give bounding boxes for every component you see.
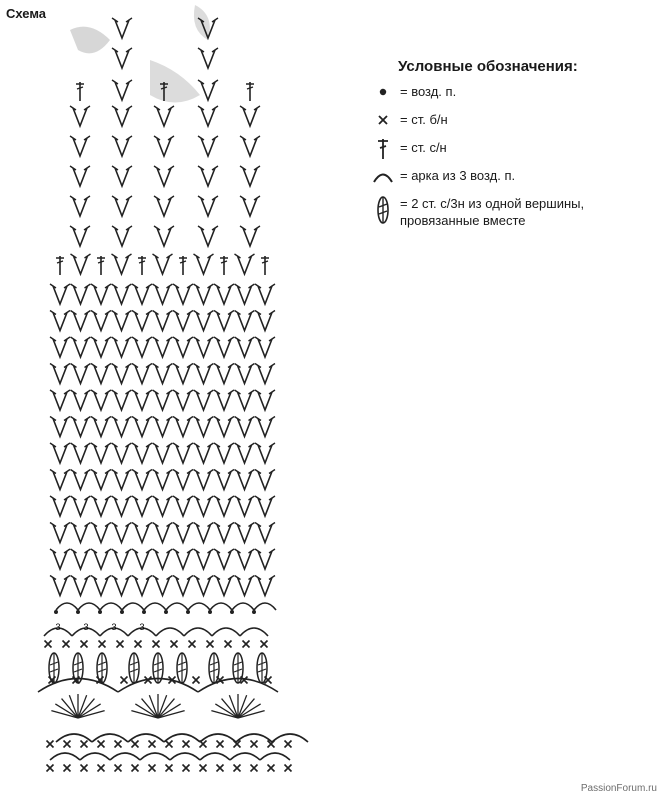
v-stitch	[194, 337, 214, 357]
v-stitch	[214, 496, 234, 516]
arc	[164, 734, 200, 742]
v-stitch	[194, 443, 214, 463]
fan-stitch	[215, 704, 238, 718]
v-stitch	[112, 226, 132, 246]
v-stitch	[235, 549, 255, 569]
fan-stitch	[158, 704, 181, 718]
v-stitch	[132, 284, 152, 304]
legend-item-dc	[372, 139, 662, 167]
arc	[232, 603, 254, 610]
fan-stitch	[238, 704, 261, 718]
sc-stitch	[183, 741, 190, 748]
v-stitch	[153, 443, 173, 463]
v-stitch	[112, 196, 132, 216]
v-stitch	[198, 226, 218, 246]
v-stitch	[154, 226, 174, 246]
chain-dot	[252, 610, 256, 614]
chart-title: Схема	[6, 6, 47, 21]
v-stitch	[194, 470, 214, 490]
v-stitch	[235, 254, 255, 274]
legend-item-cluster	[372, 195, 662, 239]
v-stitch	[235, 470, 255, 490]
v-stitch	[71, 496, 91, 516]
v-stitch	[70, 106, 90, 126]
scalloped-border	[38, 603, 308, 772]
legend-item-label: = ст. с/н	[400, 140, 447, 155]
dc-stitch	[246, 82, 254, 101]
v-stitch	[132, 496, 152, 516]
sc-stitch	[261, 641, 268, 648]
dc-stitch	[138, 256, 146, 275]
v-stitch	[255, 523, 275, 543]
arc	[210, 603, 232, 610]
v-stitch	[173, 284, 193, 304]
arc-label: 3	[111, 622, 117, 632]
sc-stitch	[189, 641, 196, 648]
v-stitch	[153, 390, 173, 410]
arc-label: 3	[55, 622, 61, 632]
arc	[128, 734, 164, 742]
sc-stitch	[217, 741, 224, 748]
sc-stitch	[117, 641, 124, 648]
v-stitch	[132, 470, 152, 490]
v-stitch	[198, 136, 218, 156]
sc-stitch	[47, 741, 54, 748]
v-stitch	[112, 496, 132, 516]
v-stitch	[112, 443, 132, 463]
v-stitch	[255, 390, 275, 410]
arc-3	[156, 628, 184, 636]
dc-stitch-icon	[372, 139, 394, 161]
v-stitch	[91, 470, 111, 490]
v-stitch	[194, 549, 214, 569]
sc-stitch	[149, 741, 156, 748]
v-stitch	[235, 576, 255, 596]
v-stitch	[112, 576, 132, 596]
v-stitch	[132, 337, 152, 357]
legend-item-chain	[372, 83, 662, 111]
v-stitch	[91, 337, 111, 357]
v-stitch	[255, 470, 275, 490]
v-stitch	[173, 311, 193, 331]
v-stitch	[71, 390, 91, 410]
v-stitch	[91, 390, 111, 410]
v-stitch	[50, 576, 70, 596]
v-stitch	[214, 443, 234, 463]
v-stitch	[132, 364, 152, 384]
v-stitch	[112, 470, 132, 490]
v-stitch	[214, 523, 234, 543]
legend-item-label: = ст. б/н	[400, 112, 448, 127]
v-stitch	[154, 196, 174, 216]
v-stitch	[71, 549, 91, 569]
sc-stitch	[166, 741, 173, 748]
v-stitch	[235, 364, 255, 384]
v-stitch-grid	[50, 284, 275, 596]
v-stitch	[91, 576, 111, 596]
legend-item-sc	[372, 111, 662, 139]
v-stitch	[112, 364, 132, 384]
v-stitch	[194, 364, 214, 384]
sc-stitch	[285, 765, 292, 772]
v-stitch	[153, 523, 173, 543]
dc-stitch	[56, 256, 64, 275]
upper-columns	[70, 18, 260, 246]
v-stitch	[255, 496, 275, 516]
v-stitch	[214, 576, 234, 596]
v-stitch	[235, 443, 255, 463]
cluster-stitch	[129, 653, 139, 683]
fan-stitch	[78, 704, 101, 718]
sc-stitch	[81, 765, 88, 772]
v-stitch	[173, 576, 193, 596]
v-stitch	[71, 417, 91, 437]
dc-stitch	[179, 256, 187, 275]
v-stitch	[173, 523, 193, 543]
v-stitch	[214, 390, 234, 410]
legend-title: Условные обозначения:	[398, 58, 578, 75]
v-stitch	[194, 417, 214, 437]
arc	[272, 734, 308, 742]
v-stitch	[50, 470, 70, 490]
sc-stitch	[268, 765, 275, 772]
v-stitch	[112, 523, 132, 543]
v-stitch	[91, 364, 111, 384]
arc	[110, 753, 140, 760]
v-stitch	[235, 523, 255, 543]
chain-dot	[164, 610, 168, 614]
v-stitch	[235, 311, 255, 331]
tall-stitch-row	[56, 254, 269, 275]
v-stitch	[112, 337, 132, 357]
v-stitch	[112, 48, 132, 68]
v-stitch	[214, 470, 234, 490]
v-stitch	[153, 254, 173, 274]
cross-icon	[372, 111, 394, 133]
v-stitch	[70, 226, 90, 246]
v-stitch	[153, 549, 173, 569]
v-stitch	[112, 106, 132, 126]
v-stitch	[198, 48, 218, 68]
v-stitch	[198, 80, 218, 100]
v-stitch	[91, 523, 111, 543]
v-stitch	[71, 364, 91, 384]
arc	[166, 603, 188, 610]
chain-dot	[76, 610, 80, 614]
sc-stitch	[99, 641, 106, 648]
arc-label: 3	[83, 622, 89, 632]
chain-dot-icon	[372, 83, 394, 105]
sc-stitch	[135, 641, 142, 648]
sc-stitch	[98, 765, 105, 772]
v-stitch	[50, 523, 70, 543]
v-stitch	[214, 549, 234, 569]
sc-stitch	[47, 765, 54, 772]
v-stitch	[240, 106, 260, 126]
v-stitch	[50, 284, 70, 304]
v-stitch	[132, 549, 152, 569]
chain-dot	[98, 610, 102, 614]
v-stitch	[255, 364, 275, 384]
decorative-shape	[70, 27, 110, 54]
v-stitch	[214, 417, 234, 437]
v-stitch	[70, 166, 90, 186]
v-stitch	[194, 390, 214, 410]
sc-stitch	[149, 765, 156, 772]
arc-3	[184, 628, 212, 636]
sc-stitch	[45, 641, 52, 648]
sc-stitch	[183, 765, 190, 772]
v-stitch	[71, 576, 91, 596]
v-stitch	[132, 576, 152, 596]
arc	[50, 753, 80, 760]
v-stitch	[132, 523, 152, 543]
sc-stitch	[132, 741, 139, 748]
v-stitch	[91, 284, 111, 304]
v-stitch	[255, 337, 275, 357]
sc-stitch	[251, 765, 258, 772]
arc	[260, 753, 290, 760]
v-stitch	[91, 417, 111, 437]
v-stitch	[50, 496, 70, 516]
cluster-stitch	[177, 653, 187, 683]
arc	[144, 603, 166, 610]
v-stitch	[112, 166, 132, 186]
sc-stitch	[193, 677, 200, 684]
sc-stitch	[285, 741, 292, 748]
dc-stitch	[76, 82, 84, 101]
chain-dot	[230, 610, 234, 614]
v-stitch	[50, 337, 70, 357]
arc	[230, 753, 260, 760]
v-stitch	[112, 80, 132, 100]
v-stitch	[255, 549, 275, 569]
v-stitch	[235, 337, 255, 357]
chain-dot	[142, 610, 146, 614]
v-stitch	[91, 496, 111, 516]
dc-stitch	[97, 256, 105, 275]
v-stitch	[91, 443, 111, 463]
sc-stitch	[132, 765, 139, 772]
v-stitch	[235, 284, 255, 304]
v-stitch	[198, 166, 218, 186]
v-stitch	[214, 364, 234, 384]
v-stitch	[173, 496, 193, 516]
v-stitch	[235, 496, 255, 516]
arc	[122, 603, 144, 610]
arc-label: 3	[139, 622, 145, 632]
v-stitch	[132, 417, 152, 437]
arc	[140, 753, 170, 760]
v-stitch	[194, 311, 214, 331]
v-stitch	[91, 549, 111, 569]
v-stitch	[173, 337, 193, 357]
v-stitch	[132, 311, 152, 331]
v-stitch	[50, 443, 70, 463]
arc-icon	[372, 167, 394, 189]
v-stitch	[173, 549, 193, 569]
v-stitch	[112, 417, 132, 437]
v-stitch	[153, 470, 173, 490]
sc-stitch	[153, 641, 160, 648]
v-stitch	[112, 254, 132, 274]
arc	[78, 603, 100, 610]
chain-dot	[54, 610, 58, 614]
fan-stitch	[55, 704, 78, 718]
arc-3	[240, 628, 268, 636]
chain-dot	[120, 610, 124, 614]
v-stitch	[198, 106, 218, 126]
v-stitch	[194, 254, 214, 274]
sc-stitch	[115, 741, 122, 748]
sc-stitch	[115, 765, 122, 772]
v-stitch	[71, 284, 91, 304]
sc-stitch	[217, 765, 224, 772]
sc-stitch	[98, 741, 105, 748]
sc-stitch	[234, 765, 241, 772]
v-stitch	[50, 390, 70, 410]
sc-stitch	[243, 641, 250, 648]
v-stitch	[194, 284, 214, 304]
v-stitch	[70, 136, 90, 156]
sc-stitch	[251, 741, 258, 748]
chain-dot	[186, 610, 190, 614]
v-stitch	[91, 311, 111, 331]
v-stitch	[173, 470, 193, 490]
v-stitch	[154, 166, 174, 186]
v-stitch	[255, 284, 275, 304]
v-stitch	[70, 196, 90, 216]
v-stitch	[112, 311, 132, 331]
v-stitch	[112, 284, 132, 304]
arc	[200, 753, 230, 760]
v-stitch	[173, 417, 193, 437]
v-stitch	[50, 417, 70, 437]
arc	[100, 603, 122, 610]
arc	[188, 603, 210, 610]
sc-stitch	[121, 677, 128, 684]
v-stitch	[50, 364, 70, 384]
v-stitch	[50, 549, 70, 569]
v-stitch	[71, 311, 91, 331]
sc-stitch	[225, 641, 232, 648]
legend-item-label: = арка из 3 возд. п.	[400, 168, 516, 183]
v-stitch	[71, 470, 91, 490]
v-stitch	[194, 576, 214, 596]
legend	[372, 58, 662, 239]
chain-dot	[208, 610, 212, 614]
sc-stitch	[64, 741, 71, 748]
v-stitch	[153, 364, 173, 384]
arc	[80, 753, 110, 760]
v-stitch	[214, 337, 234, 357]
v-stitch	[240, 166, 260, 186]
v-stitch	[153, 496, 173, 516]
v-stitch	[214, 311, 234, 331]
v-stitch	[71, 443, 91, 463]
v-stitch	[154, 136, 174, 156]
v-stitch	[71, 523, 91, 543]
sc-stitch	[63, 641, 70, 648]
v-stitch	[153, 337, 173, 357]
decorative-shape	[150, 60, 200, 103]
sc-stitch	[81, 741, 88, 748]
v-stitch	[255, 443, 275, 463]
v-stitch	[214, 284, 234, 304]
v-stitch	[198, 196, 218, 216]
legend-item-label: = возд. п.	[400, 84, 457, 99]
v-stitch	[153, 311, 173, 331]
legend-item-arc	[372, 167, 662, 195]
arc-3	[212, 628, 240, 636]
sc-stitch	[166, 765, 173, 772]
v-stitch	[240, 136, 260, 156]
legend-item-label: = 2 ст. с/3н из одной вершины, провязанные вместе	[400, 196, 585, 228]
v-stitch	[235, 390, 255, 410]
v-stitch	[71, 254, 91, 274]
v-stitch	[255, 576, 275, 596]
watermark: PassionForum.ru	[580, 783, 657, 794]
arc	[236, 734, 272, 742]
cluster-icon	[372, 195, 394, 225]
v-stitch	[255, 417, 275, 437]
v-stitch	[240, 226, 260, 246]
dc-stitch	[261, 256, 269, 275]
sc-stitch	[200, 765, 207, 772]
sc-stitch	[171, 641, 178, 648]
v-stitch	[235, 417, 255, 437]
v-stitch	[255, 311, 275, 331]
v-stitch	[173, 390, 193, 410]
v-stitch	[153, 284, 173, 304]
v-stitch	[173, 443, 193, 463]
arc	[170, 753, 200, 760]
sc-stitch	[207, 641, 214, 648]
sc-stitch	[64, 765, 71, 772]
v-stitch	[194, 523, 214, 543]
v-stitch	[132, 443, 152, 463]
dc-stitch	[220, 256, 228, 275]
v-stitch	[194, 496, 214, 516]
v-stitch	[71, 337, 91, 357]
v-stitch	[132, 390, 152, 410]
arc	[254, 603, 276, 610]
v-stitch	[154, 106, 174, 126]
v-stitch	[112, 390, 132, 410]
v-stitch	[112, 549, 132, 569]
v-stitch	[240, 196, 260, 216]
sc-stitch	[200, 741, 207, 748]
v-stitch	[173, 364, 193, 384]
v-stitch	[153, 417, 173, 437]
v-stitch	[112, 18, 132, 38]
sc-stitch	[81, 641, 88, 648]
v-stitch	[153, 576, 173, 596]
fan-stitch	[135, 704, 158, 718]
v-stitch	[50, 311, 70, 331]
arc	[56, 603, 78, 610]
v-stitch	[112, 136, 132, 156]
